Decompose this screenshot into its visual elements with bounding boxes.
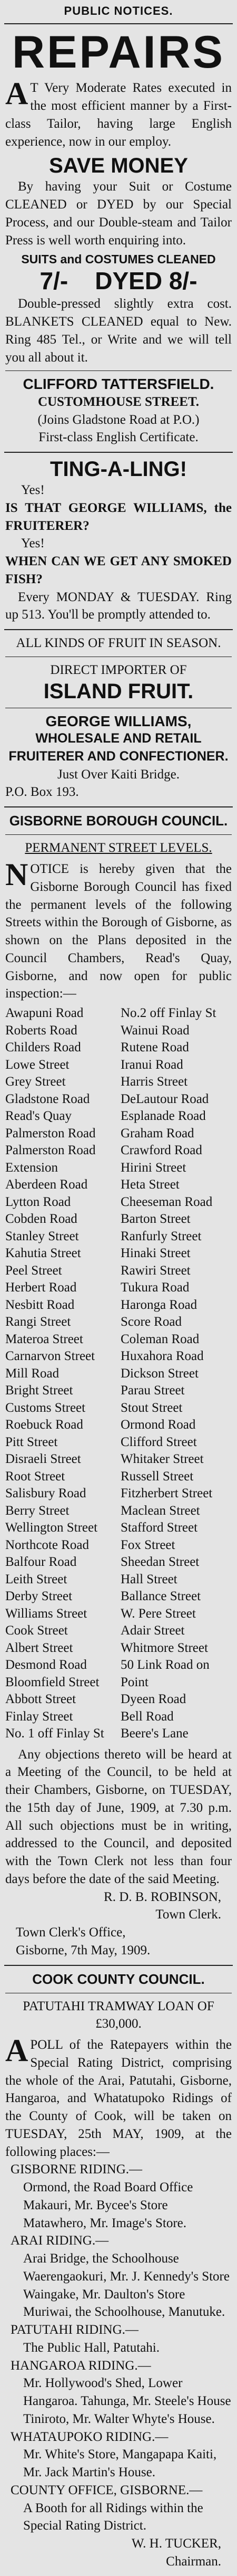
street-item: Williams Street [5,1606,87,1621]
ting-q1: IS THAT GEORGE WILLIAMS, the FRUITERER? [5,500,232,533]
riding-heading: COUNTY OFFICE, GISBORNE.— [11,2483,203,2497]
street-item: Ranfurly Street [121,1229,202,1243]
cook-intro [5,2033,232,2161]
riding-heading: ARAI RIDING.— [11,2233,109,2248]
street-item: Crawford Road [121,1143,202,1158]
fruit-importer: DIRECT IMPORTER OF [50,662,187,677]
street-item: Coleman Road [121,1332,200,1346]
street-item: Albert Street [5,1640,73,1655]
street-item: Iranui Road [121,1057,183,1072]
street-item: DeLautour Road [121,1091,209,1106]
street-item: Point [121,1675,149,1689]
street-item: Northcote Road [5,1537,89,1552]
header-title: PUBLIC NOTICES. [64,4,173,17]
fruit-trade: WHOLESALE AND RETAIL FRUITERER AND CONFECTIONER. [8,731,229,764]
riding-detail: Mr. White's Store, Mangapapa Kaiti, Mr. Jack Martin's House. [23,2447,217,2480]
gisborne-signatory-title: Town Clerk. [155,1907,221,1922]
street-item: Graham Road [121,1126,194,1140]
street-item: No.2 off Finlay St [121,1006,216,1021]
street-item: Bell Road [121,1709,174,1724]
street-item: Whitmore Street [121,1640,208,1655]
street-item: Sheedan Street [121,1555,200,1570]
street-item: Cook Street [5,1623,68,1638]
street-item: Stanley Street [5,1229,79,1243]
fruit-name: GEORGE WILLIAMS, [45,712,192,729]
shop-joins: (Joins Gladstone Road at P.O.) [37,412,200,427]
street-item: Childers Road [5,1040,81,1055]
street-item: Rawiri Street [121,1263,191,1278]
cook-county-notice [4,1966,233,2576]
shop-street: CUSTOMHOUSE STREET. [37,394,200,409]
street-column-right [121,1005,232,1743]
street-item: Wainui Road [121,1023,190,1038]
riding-heading: WHATAUPOKO RIDING.— [11,2429,169,2444]
street-item: Cheeseman Road [121,1194,213,1209]
cook-loan-title: PATUTAHI TRAMWAY LOAN OF £30,000. [23,1999,214,2031]
street-item: Adair Street [121,1623,185,1638]
street-item: Customs Street [5,1400,86,1415]
fruit-box: P.O. Box 193. [5,785,79,800]
ting-title: TING-A-LING! [50,458,187,481]
fruit-all-kinds: ALL KINDS OF FRUIT IN SEASON. [16,636,221,651]
street-item: Cobden Road [5,1212,77,1227]
save-money-heading: SAVE MONEY [49,154,188,178]
repairs-advert [4,24,233,453]
street-item: Ballance Street [121,1589,201,1604]
street-item: Dickson Street [121,1366,199,1381]
street-item: Haronga Road [121,1297,197,1312]
street-item: Desmond Road [5,1658,87,1672]
ridings-list [5,2161,232,2535]
street-item: Balfour Road [5,1555,77,1570]
street-item: Beere's Lane [121,1726,189,1741]
street-item: Derby Street [5,1589,73,1604]
street-item: Huxahora Road [121,1349,204,1364]
street-item: Hinaki Street [121,1246,191,1261]
street-item: Mill Road [5,1366,60,1381]
island-fruit: ISLAND FRUIT. [43,679,194,703]
street-item: Awapuni Road [5,1006,84,1021]
riding-heading: PATUTAHI RIDING.— [11,2323,139,2337]
ting-q2: WHEN CAN WE GET ANY SMOKED FISH? [5,554,232,586]
street-item: Parau Street [121,1383,185,1398]
street-item: Hirini Street [121,1160,186,1175]
gisborne-objections: Any objections thereto will be heard at a Meeting of the Council, to be held at their Chambers, Gisborne, on TUESDAY, the 15th day of June, 1909, at 7.30 p.m. All such objections must be in writing, addressed to the Council, and deposited with the Town Clerk not less than four days before the date of the said Meeting. [5,1747,232,1886]
repairs-title: REPAIRS [12,27,225,78]
street-item: Kahutia Street [5,1246,81,1261]
street-item: Russell Street [121,1469,194,1484]
street-item: Extension [5,1160,58,1175]
street-item: Grey Street [5,1075,66,1089]
street-item: Clifford Street [121,1434,197,1449]
street-item: Abbott Street [5,1692,76,1707]
street-item: Salisbury Road [5,1486,86,1501]
street-item: No. 1 off Finlay St [5,1726,104,1741]
street-item: Peel Street [5,1263,62,1278]
street-item: Lytton Road [5,1194,71,1209]
dropcap: N [5,857,28,892]
ting-yes1: Yes! [21,483,45,498]
riding-detail: The Public Hall, Patutahi. [23,2340,160,2355]
street-item: Palmerston Road [5,1126,96,1140]
dropcap: A [5,76,28,111]
street-item: Bright Street [5,1383,73,1398]
street-item: Fitzherbert Street [121,1486,213,1501]
street-item: Berry Street [5,1503,70,1518]
riding-detail: A Booth for all Ridings within the Special Rating District. [23,2501,203,2533]
street-item: Aberdeen Road [5,1177,88,1192]
ting-answer: Every MONDAY & TUESDAY. Ring up 513. You'll be promptly attended to. [5,590,232,622]
riding-heading: GISBORNE RIDING.— [11,2162,142,2177]
riding-detail: Arai Bridge, the Schoolhouse Waerengaokuri, Mr. J. Kennedy's Store Waingake, Mr. Daulton's Store Muriwai, the Schoolhouse, Manutuke. [23,2251,230,2320]
street-column-left [5,1005,116,1743]
street-item: Herbert Road [5,1280,77,1295]
street-item: Stafford Street [121,1520,198,1535]
ting-advert [4,453,233,630]
street-item: Fox Street [121,1537,175,1552]
fruit-advert [4,630,233,807]
street-item: Nesbitt Road [5,1297,75,1312]
riding-detail: Mr. Hollywood's Shed, Lower Hangaroa. Tahunga, Mr. Steele's House Tiniroto, Mr. Walter Whyte's House. [23,2376,231,2426]
repairs-para3: Double-pressed slightly extra cost. BLANKETS CLEANED equal to New. Ring 485 Tel., or Write and we will tell you all about it. [5,297,232,365]
street-item: W. Pere Street [121,1606,196,1621]
street-item: Stout Street [121,1400,183,1415]
street-item: Palmerston Road [5,1143,96,1158]
suits-line: SUITS and COSTUMES CLEANED [21,252,216,267]
street-item: Carnarvon Street [5,1349,95,1364]
repairs-para1-text: T Very Moderate Rates executed in the most efficient manner by a First-class Tailor, having large English experience, now in our employ. [5,81,232,149]
street-item: Roberts Road [5,1023,77,1038]
ting-yes2: Yes! [21,536,45,551]
repairs-para2: By having your Suit or Costume CLEANED or DYED by our Special Process, and our Double-steam and Tailor Press is well worth enquiring into. [5,179,232,248]
shop-name: CLIFFORD TATTERSFIELD. [23,376,214,393]
street-item: Read's Quay [5,1109,72,1124]
street-item: Esplanade Road [121,1109,206,1124]
gisborne-notice [4,807,233,1965]
street-item: Ormond Road [121,1418,196,1432]
street-item: Leith Street [5,1572,67,1586]
cook-signatory-title: Chairman. [166,2554,221,2569]
street-item: Harris Street [121,1075,188,1089]
street-item: Rutene Road [121,1040,189,1055]
street-item: Lowe Street [5,1057,70,1072]
street-item: Bloomfield Street [5,1675,100,1689]
gisborne-notice-text [5,857,232,1003]
street-item: Heta Street [121,1177,180,1192]
street-item: Rangi Street [5,1315,71,1329]
street-item: Materoa Street [5,1332,83,1346]
price-line [5,267,232,295]
cook-title: COOK COUNTY COUNCIL. [32,1971,205,1987]
repairs-para1 [5,76,232,150]
gisborne-title: GISBORNE BOROUGH COUNCIL. [9,813,228,829]
gisborne-notice-body: OTICE is hereby given that the Gisborne Borough Council has fixed the permanent levels of the following Streets within the Borough of Gisborne, as shown on the Plans deposited in the Council Chambers, Read's Quay, Gisborne, and now open for public inspection:— [5,862,232,1001]
gisborne-office: Town Clerk's Office, [16,1925,126,1940]
street-item: Gladstone Road [5,1091,90,1106]
street-item: Tukura Road [121,1280,190,1295]
street-item: 50 Link Road on [121,1658,210,1672]
dropcap: A [5,2033,28,2068]
street-item: Wellington Street [5,1520,98,1535]
gisborne-subtitle: PERMANENT STREET LEVELS. [25,841,212,856]
street-item: Hall Street [121,1572,177,1586]
public-notices-header [4,0,233,24]
street-item: Score Road [121,1315,182,1329]
fruit-location: Just Over Kaiti Bridge. [57,767,180,782]
price-dyed: DYED 8/- [95,267,197,295]
street-item: Roebuck Road [5,1418,83,1432]
shop-cert: First-class English Certificate. [38,430,199,445]
street-item: Root Street [5,1469,65,1484]
riding-detail: Ormond, the Road Board Office Makauri, Mr. Bycee's Store Matawhero, Mr. Image's Store. [23,2180,193,2230]
street-list [5,1005,232,1743]
gisborne-date: Gisborne, 7th May, 1909. [16,1943,151,1957]
street-item: Dyeen Road [121,1692,186,1707]
street-item: Barton Street [121,1212,191,1227]
cook-intro-body: POLL of the Ratepayers within the Special Rating District, comprising the whole of the Arai, Patutahi, Gisborne, Hangaroa, and Whatatupoko Ridings of the County of Cook, will be taken on TUESDAY, 25th MAY, 1909, at the following places:— [5,2038,232,2159]
cook-signatory: W. H. TUCKER, [131,2536,221,2551]
street-item: Whitaker Street [121,1452,204,1467]
riding-heading: HANGAROA RIDING.— [11,2358,151,2373]
gisborne-signatory: R. D. B. ROBINSON, [104,1889,221,1904]
street-item: Maclean Street [121,1503,200,1518]
price-cleaned: 7/- [39,267,68,295]
street-item: Finlay Street [5,1709,73,1724]
street-item: Disraeli Street [5,1452,81,1467]
street-item: Pitt Street [5,1434,58,1449]
